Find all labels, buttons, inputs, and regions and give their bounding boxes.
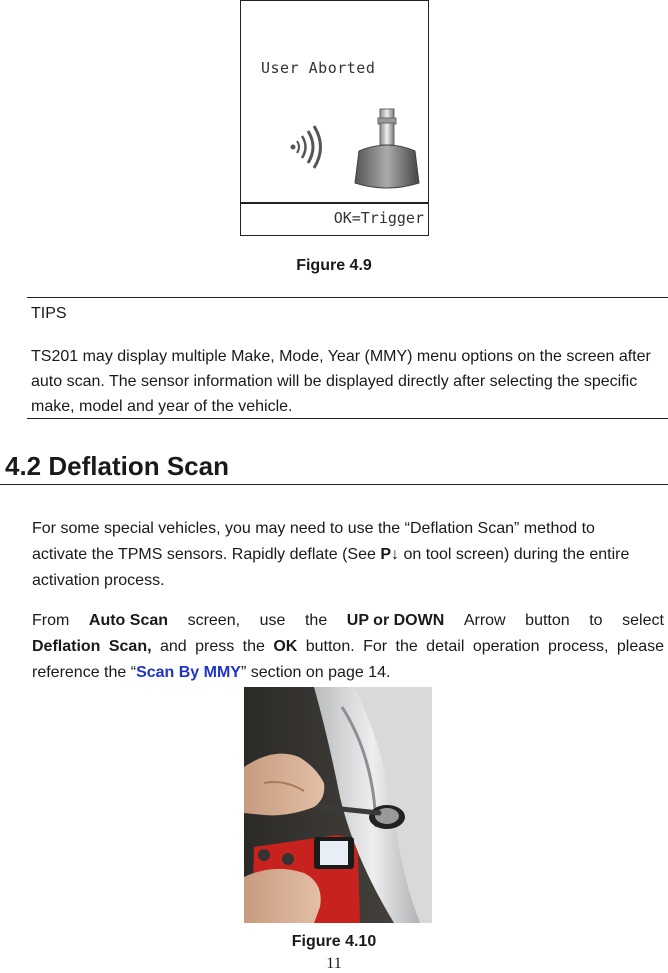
tips-label: TIPS xyxy=(31,305,67,322)
scan-by-mmy-link[interactable]: Scan By MMY xyxy=(136,664,241,681)
p-down-symbol: P↓ xyxy=(380,546,399,563)
screen-divider xyxy=(241,202,428,204)
paragraph-deflation-intro: For some special vehicles, you may need to use the “Deflation Scan” method to activate the TPMS sensors. Rapidly deflate (See P↓ on tool screen) during the entire activation process. xyxy=(32,520,630,589)
section-heading: 4.2 Deflation Scan xyxy=(5,451,229,481)
deflation-photo xyxy=(244,687,432,923)
tips-text: TS201 may display multiple Make, Mode, Year (MMY) menu options on the screen after auto scan. The sensor information will be displayed directly after selecting the specific make, model and year of the vehicle. xyxy=(31,348,651,415)
figure-4-10-caption: Figure 4.10 xyxy=(291,933,377,950)
page-number: 11 xyxy=(326,955,342,972)
heading-rule xyxy=(0,484,668,485)
deflation-photo-illustration xyxy=(244,687,432,923)
tips-top-rule xyxy=(27,297,668,298)
figure-4-9-caption: Figure 4.9 xyxy=(296,257,372,274)
device-screen-figure xyxy=(240,0,429,236)
tips-bottom-rule xyxy=(27,418,668,419)
wireless-signal-icon xyxy=(287,119,337,169)
tpms-sensor-icon xyxy=(349,107,427,193)
screen-message: User Aborted xyxy=(261,59,376,77)
screen-footer-ok-trigger: OK=Trigger xyxy=(333,209,424,227)
paragraph-deflation-steps: From Auto Scan screen, use the UP or DOWN Arrow button to select Deflation Scan, and press the OK button. For the detail operation process, please reference the “Scan By MMY” section on page 14. xyxy=(32,612,665,681)
